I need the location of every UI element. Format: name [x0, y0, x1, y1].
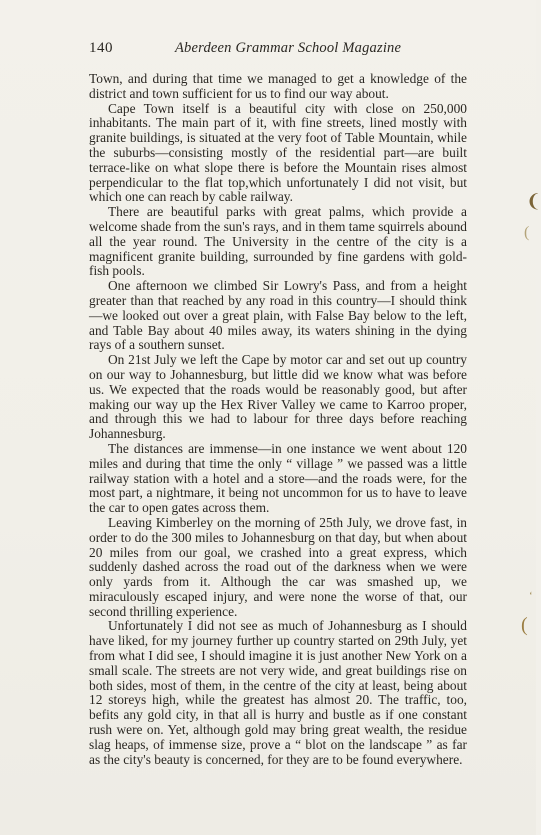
running-title: Aberdeen Grammar School Magazine	[175, 40, 402, 56]
margin-mark: (	[524, 224, 530, 241]
paragraph: Cape Town itself is a beautiful city with close on 250,000 inhabitants. The main part of it, with fine streets, lined mostly with granite buildings, is situated at the very foot of Table Mountain, while the suburbs—consisting mostly of the residential part—are built terrace-like on what slope there is before the Mountain rises almost perpendicular to the flat top,which unfortunately I did not visit, but which one can reach by cable railway.	[89, 100, 467, 205]
paragraph: Unfortunately I did not see as much of Johannesburg as I should have liked, for my journey further up country started on 29th July, yet from what I did see, I should imagine it is just another New York on a small scale. The streets are not very wide, and great buildings rise on both sides, most of them, in the centre of the city at least, being about 12 storeys high, while the greatest has almost 20. The traffic, too, befits any gold city, in that all is hurry and bustle as if one constant rush were on. Yet, although gold may bring great wealth, the residue slag heaps, of immense size, prove a “ blot on the landscape ” as far as the city's beauty is concerned, for they are to be found everywhere.	[89, 618, 467, 767]
margin-mark: ❨	[526, 191, 541, 211]
margin-mark: ‘	[529, 590, 533, 602]
paragraph: On 21st July we left the Cape by motor car and set out up country on our way to Johannesburg, but little did we know what was before us. We expected that the roads would be reasonably good, but after making our way up the Hex River Valley we came to Karroo proper, and through this we had to labour for three days before reaching Johannesburg.	[89, 352, 467, 442]
paragraph: One afternoon we climbed Sir Lowry's Pass, and from a height greater than that reached by any road in this country—I should think—we looked out over a great plain, with False Bay below to the left, and Table Bay about 40 miles away, its waters shining in the dying rays of a southern sunset.	[89, 278, 467, 353]
paragraph: Town, and during that time we managed to get a knowledge of the district and town sufficient for us to find our way about.	[89, 71, 467, 101]
page-number: 140	[89, 40, 113, 56]
paragraph: There are beautiful parks with great palms, which provide a welcome shade from the sun's rays, and in them tame squirrels abound all the year round. The University in the centre of the city is a magnificent granite building, surrounded by fine gardens with gold-fish pools.	[89, 204, 467, 279]
paragraph: The distances are immense—in one instance we went about 120 miles and during that time the only “ village ” we passed was a little railway station with a hotel and a store—and the roads were, for the most part, a nightmare, it being not uncommon for us to have to leave the car to open gates across them.	[89, 440, 467, 516]
margin-mark: (	[521, 614, 528, 636]
page-header	[89, 40, 467, 60]
article-body	[89, 72, 467, 767]
paragraph: Leaving Kimberley on the morning of 25th July, we drove fast, in order to do the 300 miles to Johannesburg on that day, but when about 20 miles from our goal, we crashed into a great express, which suddenly dashed across the road out of the darkness when we were only yards from it. Although the car was smashed up, we miraculously escaped injury, and were none the worse of that, our second thrilling experience.	[89, 514, 467, 619]
